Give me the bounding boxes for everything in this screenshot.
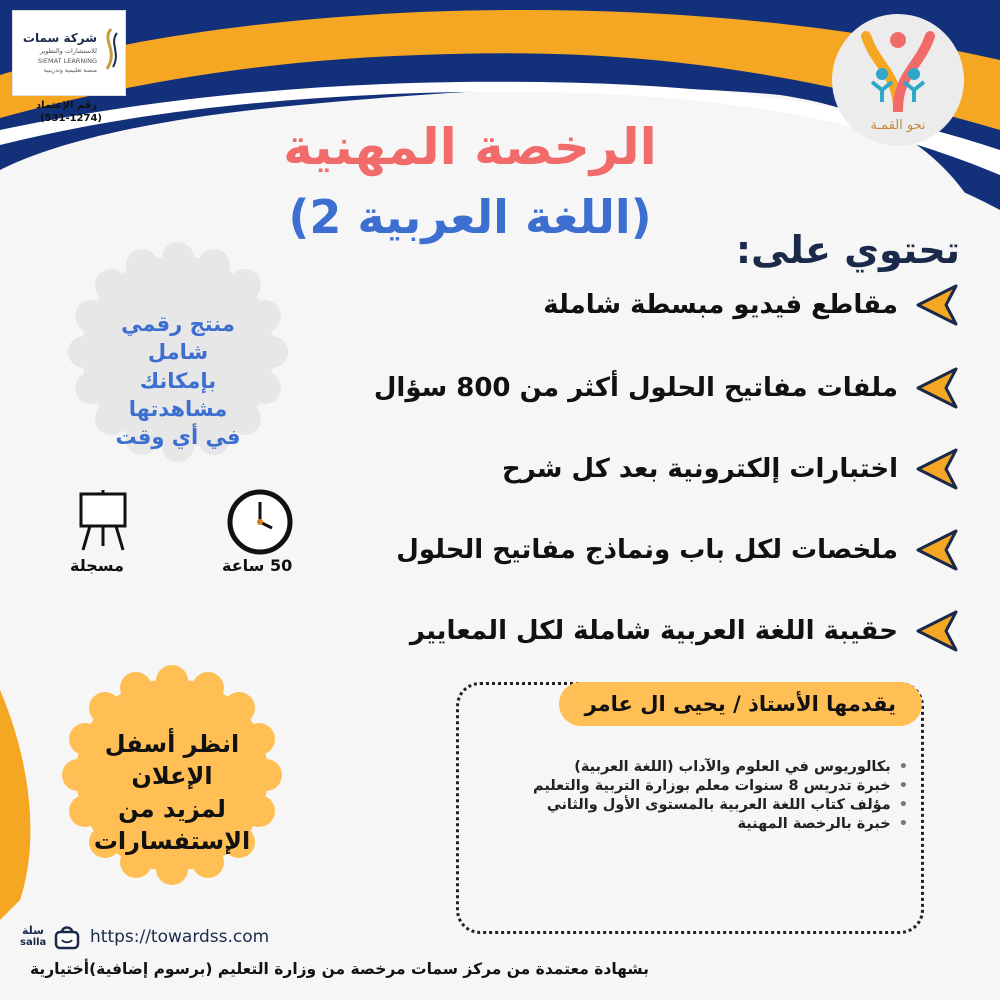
website-link[interactable]: https://towardss.com <box>90 927 270 947</box>
promo-line: في أي وقت <box>115 425 241 450</box>
chevron-icon <box>914 527 960 573</box>
salla-ar-text: سلة <box>22 924 44 937</box>
credential-item: • خبرة بالرخصة المهنية <box>533 816 908 832</box>
credentials-list <box>533 756 908 835</box>
brand-logo-text: نحو القمـة <box>870 118 926 133</box>
feature-item <box>374 365 960 411</box>
recorded-label: مسجلة <box>70 556 124 575</box>
title-line1: الرخصة المهنية <box>283 118 657 176</box>
whiteboard-icon <box>78 490 128 552</box>
company-name: شركة سمات <box>22 31 97 45</box>
feature-item <box>502 446 960 492</box>
credential-item: • بكالوريوس في العلوم والآداب (اللغة العربية) <box>533 759 908 775</box>
feature-text: مقاطع فيديو مبسطة شاملة <box>543 290 898 320</box>
promo-line: منتج رقمي شامل <box>121 312 235 365</box>
feature-item <box>410 608 960 654</box>
contents-heading: تحتوي على: <box>735 228 960 272</box>
footer-note: بشهادة معتمدة من مركز سمات مرخصة من وزارة التعليم (برسوم إضافية)أختيارية <box>30 960 649 978</box>
feature-item <box>396 527 960 573</box>
feature-text: حقيبة اللغة العربية شاملة لكل المعايير <box>409 616 898 646</box>
feature-text: اختبارات إلكترونية بعد كل شرح <box>501 454 898 484</box>
see-more-text <box>72 728 272 858</box>
salla-bag-icon <box>54 926 80 950</box>
credential-item: • مؤلف كتاب اللغة العربية بالمستوى الأول والثاني <box>533 797 908 813</box>
chevron-icon <box>914 282 960 328</box>
chevron-icon <box>914 608 960 654</box>
see-more-line: لمزيد من <box>118 794 226 823</box>
hours-label: 50 ساعة <box>222 556 293 575</box>
feature-text: ملفات مفاتيح الحلول أكثر من 800 سؤال <box>373 373 898 403</box>
brand-people-icon <box>856 26 940 112</box>
feature-text: ملخصات لكل باب ونماذج مفاتيح الحلول <box>396 535 898 565</box>
salla-en-text: salla <box>20 937 47 948</box>
company-logo-mark-icon <box>99 27 121 71</box>
company-tagline: منصة تعليمية وتدريبية <box>43 67 97 74</box>
see-more-line: انظر أسفل الإعلان <box>104 730 240 791</box>
brand-logo <box>832 14 964 146</box>
feature-item <box>543 282 960 328</box>
credential-item: • خبرة تدريس 8 سنوات معلم بوزارة التربية والتعليم <box>533 778 908 794</box>
chevron-icon <box>914 365 960 411</box>
company-logo <box>12 10 126 96</box>
title-line2: (اللغة العربية 2) <box>288 190 652 244</box>
company-subtitle: للاستشارات والتطوير <box>39 47 97 55</box>
chevron-icon <box>914 446 960 492</box>
accreditation-label: رقم الإعتماد <box>36 100 98 111</box>
salla-logo <box>20 924 82 952</box>
promo-text <box>88 310 268 452</box>
presenter-label: يقدمها الأستاذ / يحيى ال عامر <box>559 682 922 726</box>
clock-icon <box>226 488 294 556</box>
company-name-en: SIEMAT LEARNING <box>37 57 97 65</box>
promo-line: بإمكانك مشاهدتها <box>128 368 228 422</box>
see-more-line: الإستفسارات <box>93 827 251 856</box>
accreditation-number: (531-1274) <box>40 113 102 124</box>
